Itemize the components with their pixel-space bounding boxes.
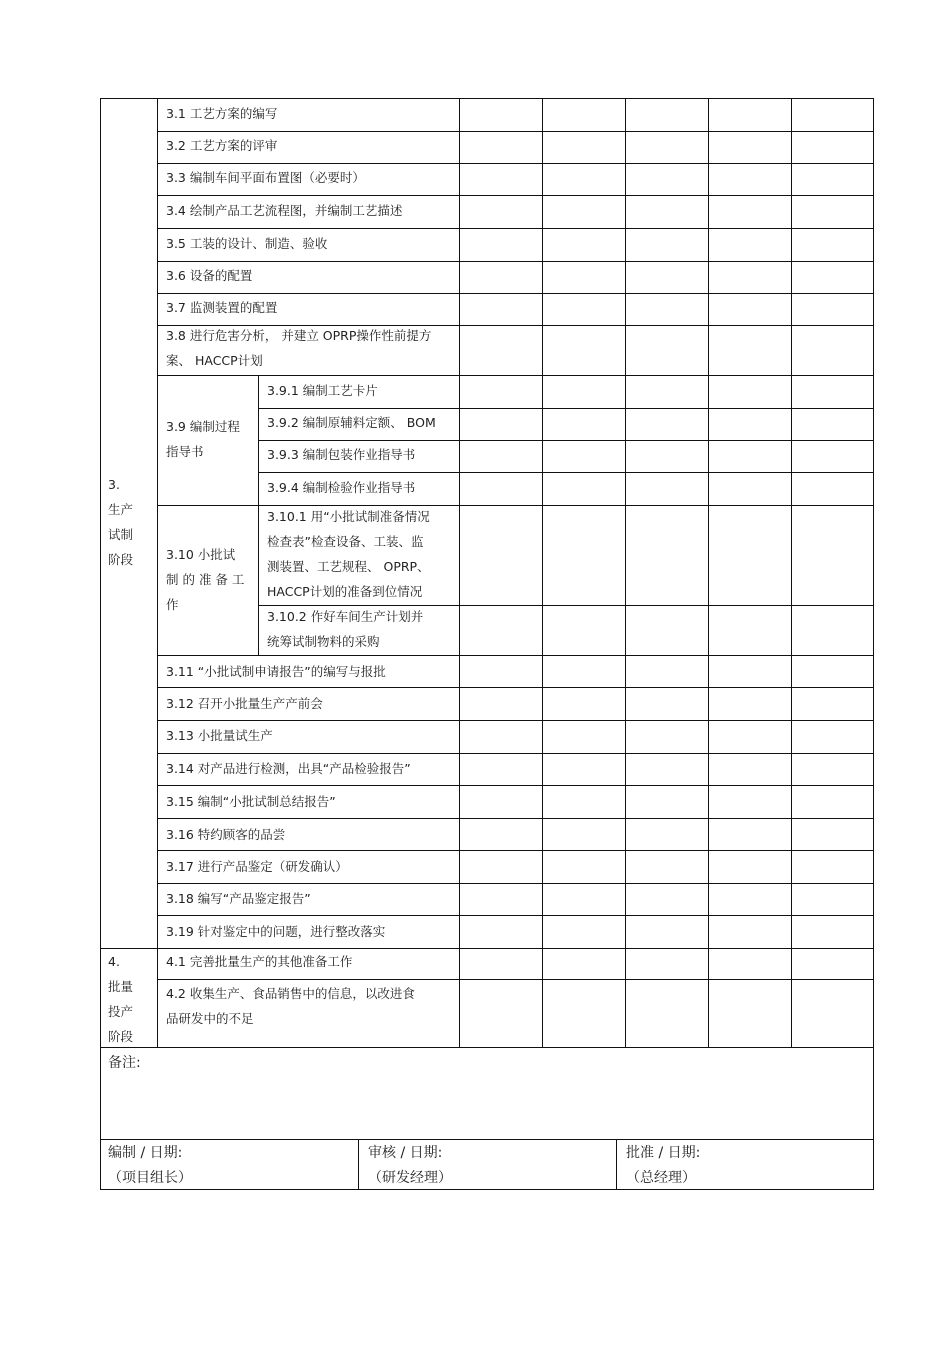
rule	[791, 98, 792, 1048]
rule	[873, 98, 874, 1190]
item-line: 案、 HACCP计划	[166, 353, 263, 368]
section-name-line: 阶段	[108, 1029, 134, 1044]
item-line: 统筹试制物料的采购	[267, 634, 380, 649]
section-name-line: 投产	[108, 1004, 134, 1019]
rule	[258, 408, 874, 409]
item-line: 品研发中的不足	[166, 1011, 254, 1026]
item-line: 指导书	[166, 444, 204, 459]
item-line: HACCP计划的准备到位情况	[267, 584, 423, 599]
item-3-9-1: 3.9.1 编制工艺卡片	[267, 383, 378, 398]
item-3-12: 3.12 召开小批量生产产前会	[166, 696, 323, 711]
item-line: 4.2 收集生产、食品销售中的信息，以改进食	[166, 986, 415, 1001]
item-3-15: 3.15 编制“小批试制总结报告”	[166, 794, 336, 809]
rule	[542, 98, 543, 1048]
section-number: 3.	[108, 477, 120, 492]
section-3-label	[108, 472, 153, 572]
section-4-label	[108, 949, 153, 1049]
item-3-1: 3.1 工艺方案的编写	[166, 106, 278, 121]
signature-role: （项目组长）	[108, 1170, 192, 1186]
signature-role: （研发经理）	[368, 1170, 452, 1186]
item-line: 制 的 准 备 工	[166, 572, 245, 587]
rule	[358, 1139, 359, 1190]
item-3-11: 3.11 “小批试制申请报告”的编写与报批	[166, 664, 386, 679]
item-3-10-2	[267, 604, 423, 654]
item-line: 3.10.1 用“小批试制准备情况	[267, 509, 430, 524]
item-3-6: 3.6 设备的配置	[166, 268, 253, 283]
rule	[157, 195, 874, 196]
item-line: 3.10 小批试	[166, 547, 236, 562]
rule	[459, 98, 460, 1048]
item-3-10-1	[267, 504, 430, 604]
rule	[100, 1139, 874, 1140]
schedule-form	[100, 98, 874, 1190]
rule	[157, 915, 874, 916]
rule	[157, 228, 874, 229]
signature-approve	[626, 1141, 700, 1191]
item-3-13: 3.13 小批量试生产	[166, 728, 273, 743]
rule	[157, 785, 874, 786]
item-3-14: 3.14 对产品进行检测，出具“产品检验报告”	[166, 761, 411, 776]
item-4-2	[166, 981, 415, 1031]
rule	[157, 753, 874, 754]
rule	[258, 440, 874, 441]
rule	[157, 818, 874, 819]
item-3-18: 3.18 编写“产品鉴定报告”	[166, 891, 311, 906]
remarks-label: 备注:	[108, 1055, 141, 1071]
rule	[100, 1047, 874, 1048]
rule	[157, 850, 874, 851]
rule	[157, 687, 874, 688]
item-3-19: 3.19 针对鉴定中的问题，进行整改落实	[166, 924, 386, 939]
item-line: 测装置、工艺规程、 OPRP、	[267, 559, 430, 574]
rule	[100, 98, 101, 1190]
item-line: 3.8 进行危害分析， 并建立 OPRP操作性前提方	[166, 328, 432, 343]
item-3-2: 3.2 工艺方案的评审	[166, 138, 278, 153]
section-name-line: 批量	[108, 979, 134, 994]
rule	[157, 720, 874, 721]
rule	[157, 655, 874, 656]
section-name-line: 阶段	[108, 552, 134, 567]
rule	[157, 131, 874, 132]
section-name-line: 试制	[108, 527, 134, 542]
rule	[157, 375, 874, 376]
rule	[157, 883, 874, 884]
item-3-5: 3.5 工装的设计、制造、验收	[166, 236, 328, 251]
item-3-8	[166, 323, 431, 373]
rule	[625, 98, 626, 1048]
item-line: 3.10.2 作好车间生产计划并	[267, 609, 424, 624]
item-3-4: 3.4 绘制产品工艺流程图，并编制工艺描述	[166, 203, 403, 218]
rule	[100, 1189, 874, 1190]
item-3-7: 3.7 监测装置的配置	[166, 300, 278, 315]
rule	[708, 98, 709, 1048]
rule	[157, 261, 874, 262]
rule	[157, 505, 874, 506]
signature-role: （总经理）	[626, 1170, 696, 1186]
rule	[616, 1139, 617, 1190]
item-3-9-3: 3.9.3 编制包装作业指导书	[267, 447, 416, 462]
signature-compile	[108, 1141, 192, 1191]
item-4-1: 4.1 完善批量生产的其他准备工作	[166, 954, 353, 969]
rule	[157, 293, 874, 294]
rule	[258, 472, 874, 473]
item-3-9-4: 3.9.4 编制检验作业指导书	[267, 480, 416, 495]
section-number: 4.	[108, 954, 120, 969]
item-3-3: 3.3 编制车间平面布置图（必要时）	[166, 170, 365, 185]
item-line: 3.9 编制过程	[166, 419, 240, 434]
rule	[258, 375, 259, 655]
rule	[157, 979, 874, 980]
item-3-9-label	[166, 414, 240, 464]
item-3-17: 3.17 进行产品鉴定（研发确认）	[166, 859, 348, 874]
signature-label: 批准 / 日期:	[626, 1145, 701, 1161]
item-3-9-2: 3.9.2 编制原辅料定额、 BOM	[267, 415, 436, 430]
rule	[100, 98, 874, 99]
signature-review	[368, 1141, 452, 1191]
item-line: 作	[166, 597, 179, 612]
section-name-line: 生产	[108, 502, 134, 517]
item-3-16: 3.16 特约顾客的品尝	[166, 827, 286, 842]
rule	[157, 98, 158, 1048]
item-line: 检查表”检查设备、工装、监	[267, 534, 424, 549]
item-3-10-label	[166, 542, 254, 617]
rule	[157, 163, 874, 164]
signature-label: 编制 / 日期:	[108, 1145, 183, 1161]
signature-label: 审核 / 日期:	[368, 1145, 443, 1161]
